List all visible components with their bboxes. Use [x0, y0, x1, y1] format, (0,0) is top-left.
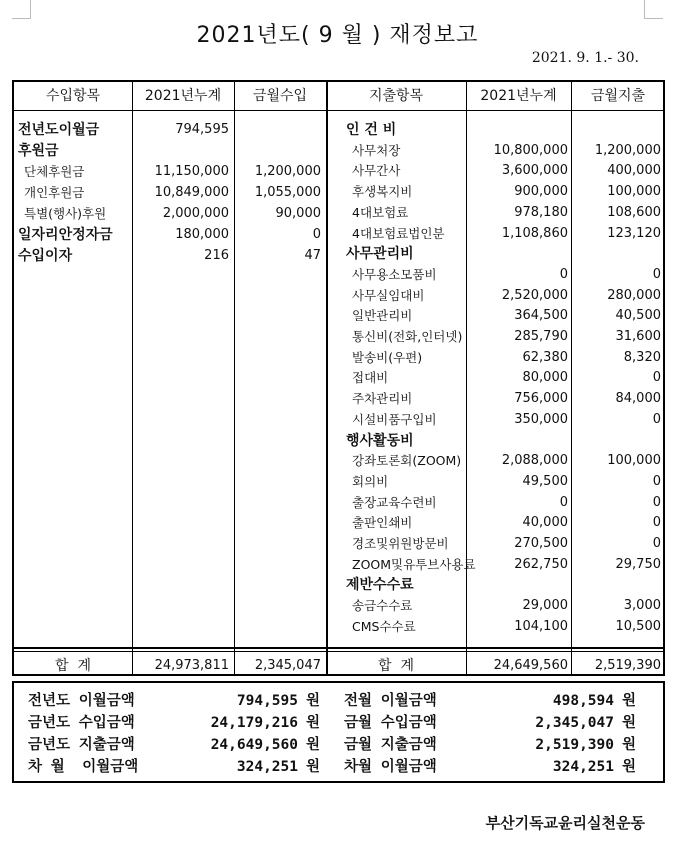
summary-unit: 원 — [622, 693, 637, 709]
summary-label: 금월 수입금액 — [344, 715, 437, 731]
summary-label: 차 월 이월금액 — [28, 759, 139, 775]
income-item-cumulative: 10,849,000 — [154, 185, 229, 200]
summary-unit: 원 — [622, 715, 637, 731]
expense-item-cumulative: 1,108,860 — [501, 225, 568, 241]
totals-rule-top — [14, 647, 663, 649]
income-total-month: 2,345,047 — [254, 658, 321, 673]
expense-item-month: 280,000 — [607, 287, 661, 303]
expense-item-label: 경조및위원방문비 — [352, 536, 449, 551]
expense-item-cumulative: 756,000 — [514, 391, 568, 407]
expense-item-month: 100,000 — [607, 453, 661, 469]
expense-total-month: 2,519,390 — [594, 658, 661, 673]
expense-item-cumulative: 62,380 — [522, 349, 568, 365]
income-item-cumulative — [132, 141, 229, 161]
expense-item-cumulative: 80,000 — [522, 370, 568, 386]
expense-item-cumulative — [466, 244, 568, 264]
summary-value: 324,251 — [552, 759, 614, 775]
balance-summary — [12, 681, 665, 783]
expense-item-label: 주차관리비 — [352, 391, 413, 407]
expense-item-label: 사무처장 — [352, 142, 401, 158]
income-item-label: 수입이자 — [18, 248, 73, 264]
expense-item-label: 인 건 비 — [346, 122, 397, 138]
income-item-cumulative: 180,000 — [175, 227, 229, 242]
header-expense-month: 금월지출 — [590, 88, 646, 104]
expense-item-label: 사무용소모품비 — [352, 266, 437, 282]
expense-item-cumulative: 364,500 — [514, 308, 568, 324]
expense-item-month: 40,500 — [615, 308, 661, 324]
expense-item-month: 0 — [652, 266, 661, 282]
summary-unit: 원 — [622, 737, 637, 753]
summary-unit: 원 — [622, 759, 637, 775]
expense-item-month — [571, 244, 661, 264]
header-income-cumulative: 2021년누계 — [144, 88, 222, 104]
expense-item-month: 108,600 — [607, 204, 661, 220]
summary-value: 794,595 — [236, 693, 298, 709]
expense-item-cumulative: 285,790 — [514, 329, 568, 344]
expense-item-month: 8,320 — [623, 349, 661, 365]
expense-item-label: CMS수수료 — [352, 618, 416, 634]
expense-item-month — [571, 431, 661, 451]
summary-label: 차월 이월금액 — [344, 759, 437, 775]
expense-item-label: 통신비(전화,인터넷) — [352, 329, 463, 344]
expense-item-cumulative: 10,800,000 — [493, 142, 568, 158]
income-item-month: 0 — [312, 227, 321, 242]
expense-item-label: 행사활동비 — [346, 432, 414, 449]
income-item-label: 일자리안정자금 — [18, 227, 113, 243]
expense-item-month: 0 — [652, 411, 661, 427]
expense-item-month: 31,600 — [615, 329, 661, 344]
income-item-month: 90,000 — [275, 206, 321, 221]
organization-name: 부산기독교윤리실천운동 — [485, 814, 645, 832]
expense-item-label: 접대비 — [352, 370, 389, 386]
expense-item-cumulative: 2,088,000 — [501, 453, 568, 469]
expense-item-cumulative: 350,000 — [514, 411, 568, 427]
expense-item-label: 회의비 — [352, 473, 389, 489]
expense-item-cumulative — [466, 120, 568, 140]
income-item-label: 후원금 — [18, 143, 59, 159]
summary-unit: 원 — [306, 693, 321, 709]
income-item-cumulative: 2,000,000 — [162, 206, 229, 221]
expense-item-cumulative: 978,180 — [514, 204, 568, 220]
income-item-month: 1,200,000 — [254, 164, 321, 179]
summary-value: 324,251 — [236, 759, 298, 775]
summary-value: 24,179,216 — [210, 715, 298, 731]
expense-item-label: 후생복지비 — [352, 184, 413, 200]
expense-item-cumulative — [466, 431, 568, 451]
expense-item-cumulative: 900,000 — [514, 184, 568, 200]
expense-item-label: 일반관리비 — [352, 308, 413, 324]
expense-item-cumulative: 2,520,000 — [501, 287, 568, 303]
income-item-label: 특별(행사)후원 — [24, 206, 107, 221]
summary-label: 금월 지출금액 — [344, 737, 437, 753]
summary-value: 24,649,560 — [210, 737, 298, 753]
expense-item-label: 사무실임대비 — [352, 287, 425, 303]
expense-item-month — [571, 120, 661, 140]
expense-item-month: 0 — [652, 494, 661, 510]
expense-item-month: 10,500 — [615, 618, 661, 634]
summary-label: 금년도 지출금액 — [28, 737, 135, 753]
income-total-cumulative: 24,973,811 — [154, 658, 229, 673]
expense-item-cumulative: 29,000 — [522, 598, 568, 614]
expense-item-month: 84,000 — [615, 391, 661, 407]
expense-item-month: 0 — [652, 473, 661, 489]
expense-item-label: 강좌토론회(ZOOM) — [352, 453, 462, 469]
expense-item-cumulative: 270,500 — [514, 536, 568, 551]
summary-label: 전월 이월금액 — [344, 693, 437, 709]
expense-item-label: 발송비(우편) — [352, 349, 423, 365]
column-divider-center — [326, 82, 328, 674]
expense-item-month: 400,000 — [607, 163, 661, 179]
expense-item-label: 출장교육수련비 — [352, 494, 437, 510]
summary-unit: 원 — [306, 715, 321, 731]
expense-item-month: 3,000 — [623, 598, 661, 614]
expense-item-label: 송금수수료 — [352, 598, 413, 614]
expense-item-label: 시설비품구입비 — [352, 411, 437, 427]
header-rule — [14, 110, 663, 111]
income-item-month — [234, 141, 321, 161]
summary-label: 전년도 이월금액 — [28, 693, 135, 709]
expense-item-label: ZOOM및유투브사용료 — [352, 556, 476, 572]
expense-item-month: 0 — [652, 370, 661, 386]
summary-value: 498,594 — [552, 693, 614, 709]
corner-mark-right — [644, 0, 663, 19]
expense-item-cumulative — [466, 575, 568, 595]
income-item-month: 47 — [304, 248, 321, 263]
expense-item-cumulative: 3,600,000 — [501, 163, 568, 179]
expense-item-cumulative: 0 — [559, 266, 568, 282]
expense-item-cumulative: 40,000 — [522, 515, 568, 531]
expense-item-cumulative: 49,500 — [522, 473, 568, 489]
header-expense-cumulative: 2021년누계 — [480, 88, 557, 104]
income-item-cumulative: 216 — [204, 248, 229, 263]
expense-item-month: 1,200,000 — [594, 142, 661, 158]
totals-rule-top-2 — [14, 651, 663, 652]
header-expense-item: 지출항목 — [368, 88, 424, 104]
expense-item-month — [571, 575, 661, 595]
corner-mark-left — [12, 0, 31, 19]
expense-item-cumulative: 262,750 — [514, 556, 568, 572]
report-title: 2021년도( 9 월 ) 재정보고 — [196, 23, 479, 48]
expense-item-cumulative: 0 — [559, 494, 568, 510]
expense-item-month: 100,000 — [607, 184, 661, 200]
expense-item-label: 4대보험료법인분 — [352, 225, 445, 241]
report-period: 2021. 9. 1.- 30. — [531, 50, 639, 66]
expense-item-label: 4대보험료 — [352, 204, 409, 220]
expense-item-cumulative: 104,100 — [514, 618, 568, 634]
summary-label: 금년도 수입금액 — [28, 715, 135, 731]
expense-item-month: 123,120 — [607, 225, 661, 241]
income-item-label: 전년도이월금 — [18, 122, 100, 138]
expense-item-label: 사무간사 — [352, 163, 401, 179]
income-item-cumulative: 11,150,000 — [154, 164, 229, 179]
expense-item-month: 0 — [652, 515, 661, 531]
header-income-month: 금월수입 — [252, 88, 308, 104]
summary-value: 2,345,047 — [535, 715, 614, 731]
income-item-month: 1,055,000 — [254, 185, 321, 200]
summary-unit: 원 — [306, 759, 321, 775]
expense-item-month: 29,750 — [615, 556, 661, 572]
income-total-label: 합 계 — [55, 658, 91, 674]
income-item-label: 개인후원금 — [24, 185, 85, 200]
finance-table — [12, 80, 665, 676]
expense-total-cumulative: 24,649,560 — [493, 658, 568, 673]
expense-item-label: 사무관리비 — [346, 246, 414, 263]
expense-item-month: 0 — [652, 536, 661, 551]
header-income-item: 수입항목 — [45, 88, 101, 104]
income-item-cumulative: 794,595 — [175, 122, 229, 137]
expense-item-label: 제반수수료 — [346, 577, 414, 594]
expense-item-label: 출판인쇄비 — [352, 515, 413, 531]
income-item-label: 단체후원금 — [24, 164, 85, 179]
summary-unit: 원 — [306, 737, 321, 753]
income-item-month — [234, 120, 321, 140]
summary-value: 2,519,390 — [535, 737, 614, 753]
expense-total-label: 합 계 — [378, 658, 414, 674]
